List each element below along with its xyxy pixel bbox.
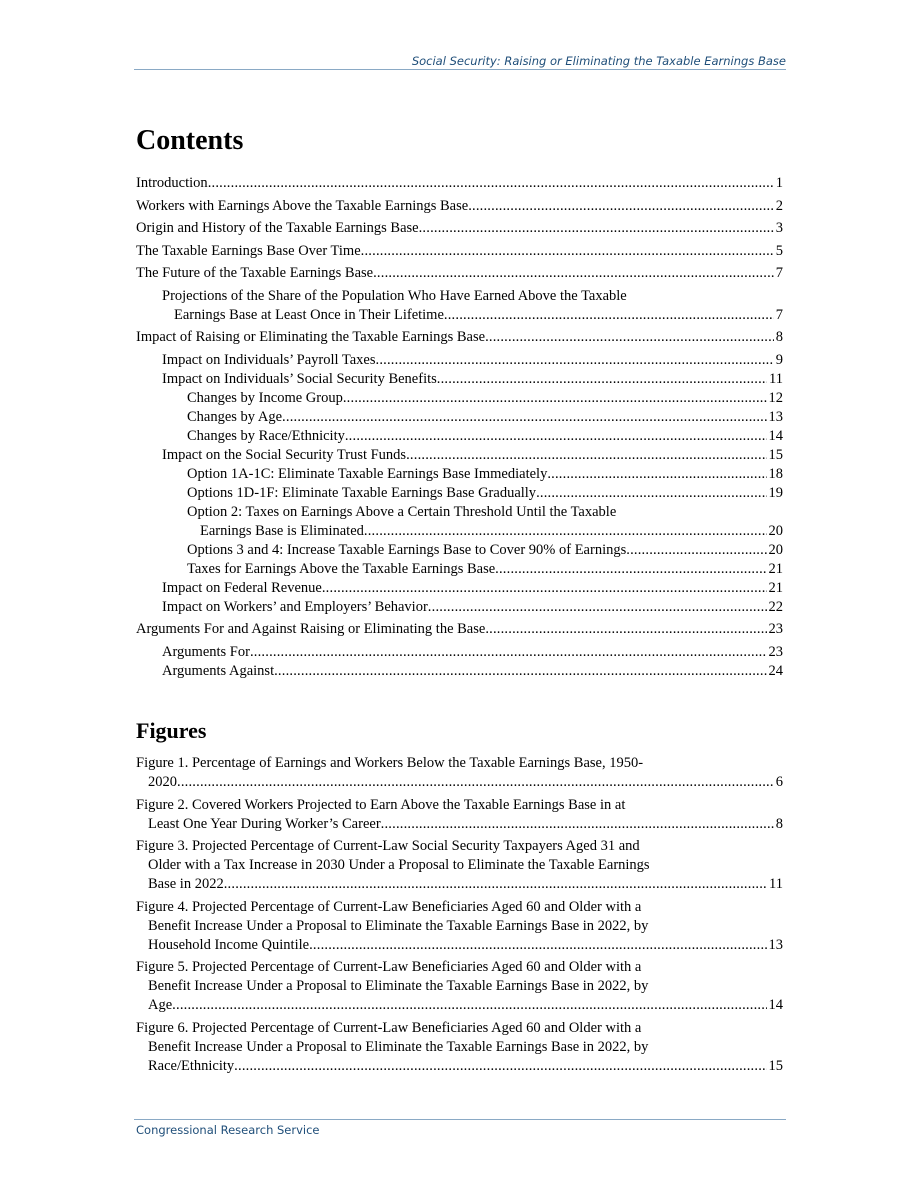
footer-rule — [134, 1119, 786, 1120]
toc-entry-page: 20 — [768, 541, 783, 558]
toc-entry-title: Impact on Federal Revenue — [162, 579, 322, 596]
figure-entry[interactable] — [136, 1019, 783, 1076]
figure-entry-title: Least One Year During Worker’s Career — [148, 815, 381, 832]
figure-entry-line: Older with a Tax Increase in 2030 Under a Proposal to Eliminate the Taxable Earnings — [148, 857, 650, 873]
toc-entry[interactable] — [136, 598, 783, 617]
figure-entry-line: Figure 4. Projected Percentage of Current-Law Beneficiaries Aged 60 and Older with a — [136, 898, 642, 915]
figure-entry-title: Age — [148, 997, 173, 1013]
toc-entry[interactable] — [136, 328, 783, 347]
toc-entry-title: Impact on Individuals’ Payroll Taxes — [162, 351, 376, 368]
toc-leader — [234, 1057, 766, 1076]
figure-entry-title: 2020 — [148, 774, 177, 790]
toc-leader — [250, 643, 767, 662]
toc-entry-page: 20 — [768, 522, 783, 539]
toc-entry-page: 24 — [768, 662, 783, 679]
figure-entry-page: 8 — [775, 815, 783, 832]
toc-entry[interactable] — [136, 465, 783, 484]
toc-entry[interactable] — [136, 446, 783, 465]
toc-entry-title: Introduction — [136, 175, 208, 191]
figure-entry-line: Figure 1. Percentage of Earnings and Workers Below the Taxable Earnings Base, 1950- — [136, 755, 644, 771]
toc-entry[interactable] — [136, 427, 783, 446]
toc-entry-page: 22 — [768, 598, 783, 615]
figure-entry-line: Benefit Increase Under a Proposal to Eliminate the Taxable Earnings Base in 2022, by — [148, 917, 649, 934]
toc-leader — [376, 351, 774, 370]
toc-entry[interactable] — [136, 620, 783, 639]
running-header: Social Security: Raising or Eliminating the Taxable Earnings Base — [411, 54, 786, 68]
toc-entry-title: Origin and History of the Taxable Earnings Base — [136, 220, 419, 236]
toc-entry[interactable] — [136, 662, 783, 681]
figure-entry-page: 15 — [768, 1057, 783, 1074]
toc-entry[interactable] — [136, 408, 783, 427]
toc-entry-page: 7 — [775, 265, 783, 281]
figure-entry-line: Figure 3. Projected Percentage of Current-Law Social Security Taxpayers Aged 31 and — [136, 838, 640, 854]
toc-entry[interactable] — [136, 242, 783, 261]
toc-leader — [444, 306, 774, 325]
toc-leader — [406, 446, 766, 465]
toc-entry-page: 9 — [775, 351, 783, 368]
figure-entry-page: 13 — [768, 936, 783, 953]
toc-leader — [495, 560, 766, 579]
toc-leader — [322, 579, 767, 598]
toc-entry[interactable] — [136, 351, 783, 370]
figure-entry-page: 14 — [768, 997, 783, 1013]
figure-entry-title: Base in 2022 — [148, 876, 224, 892]
toc-entry-title: Options 3 and 4: Increase Taxable Earnings Base to Cover 90% of Earnings — [187, 541, 627, 558]
toc-entry-title: Workers with Earnings Above the Taxable Earnings Base — [136, 197, 469, 214]
toc-entry-page: 14 — [768, 427, 783, 444]
toc-leader — [274, 662, 766, 681]
toc-entry-title-line: Projections of the Share of the Population Who Have Earned Above the Taxable — [162, 287, 627, 304]
toc-leader — [345, 427, 767, 446]
figure-entry[interactable] — [136, 837, 783, 894]
running-footer: Congressional Research Service — [136, 1123, 320, 1137]
toc-entry[interactable] — [136, 197, 783, 216]
toc-entry-page: 2 — [775, 197, 783, 214]
toc-entry-page: 12 — [768, 389, 783, 406]
figures-list — [136, 754, 783, 1076]
toc-entry-title-line: Option 2: Taxes on Earnings Above a Certain Threshold Until the Taxable — [187, 503, 617, 520]
toc-leader — [224, 875, 767, 894]
figure-entry-line: Figure 6. Projected Percentage of Current-Law Beneficiaries Aged 60 and Older with a — [136, 1019, 642, 1036]
toc-entry-title: Impact of Raising or Eliminating the Taxable Earnings Base — [136, 329, 486, 345]
toc-entry[interactable] — [136, 219, 783, 238]
toc-leader — [361, 242, 774, 261]
figure-entry[interactable] — [136, 958, 783, 1015]
toc-entry[interactable] — [136, 643, 783, 662]
toc-leader — [485, 328, 774, 347]
toc-entry-title: Arguments For and Against Raising or Eliminating the Base — [136, 621, 486, 637]
figure-entry-line: Benefit Increase Under a Proposal to Eliminate the Taxable Earnings Base in 2022, by — [148, 1038, 649, 1055]
figure-entry-line: Benefit Increase Under a Proposal to Eliminate the Taxable Earnings Base in 2022, by — [148, 978, 649, 994]
toc-entry-multiline[interactable] — [136, 503, 783, 541]
figures-heading: Figures — [136, 718, 207, 743]
toc-leader — [373, 264, 774, 283]
toc-entry-page: 7 — [775, 306, 783, 323]
toc-entry-page: 23 — [768, 643, 783, 660]
toc-leader — [282, 408, 766, 427]
figure-entry[interactable] — [136, 754, 783, 792]
toc-leader — [381, 815, 774, 834]
toc-entry-page: 1 — [775, 175, 783, 191]
toc-entry-title: Option 1A-1C: Eliminate Taxable Earnings Base Immediately — [187, 465, 548, 482]
figure-entry-line: Figure 2. Covered Workers Projected to Earn Above the Taxable Earnings Base in at — [136, 796, 626, 813]
toc-entry[interactable] — [136, 174, 783, 193]
toc-entry-page: 11 — [769, 370, 783, 387]
toc-leader — [437, 370, 767, 389]
toc-entry-title: Changes by Age — [187, 408, 283, 425]
figure-entry-page: 11 — [769, 876, 783, 892]
toc-entry[interactable] — [136, 560, 783, 579]
contents-list — [136, 174, 783, 681]
toc-leader — [172, 996, 766, 1015]
toc-entry-page: 15 — [768, 446, 783, 463]
toc-leader — [428, 598, 767, 617]
toc-entry-page: 13 — [768, 408, 783, 425]
toc-leader — [547, 465, 766, 484]
toc-leader — [208, 174, 774, 193]
header-rule — [134, 69, 786, 70]
toc-entry-title: Impact on Individuals’ Social Security Benefits — [162, 370, 437, 387]
toc-entry-title: Earnings Base at Least Once in Their Lifetime — [174, 306, 444, 323]
contents-heading: Contents — [136, 125, 244, 156]
toc-leader — [485, 620, 766, 639]
toc-entry-page: 3 — [775, 220, 783, 236]
figure-entry[interactable] — [136, 898, 783, 955]
toc-entry[interactable] — [136, 579, 783, 598]
toc-leader — [309, 936, 766, 955]
toc-entry-page: 18 — [768, 465, 783, 482]
figure-entry-page: 6 — [775, 774, 783, 790]
toc-entry-title: Taxes for Earnings Above the Taxable Earnings Base — [187, 560, 496, 577]
toc-entry[interactable] — [136, 264, 783, 283]
toc-entry-page: 8 — [775, 329, 783, 345]
toc-leader — [364, 522, 767, 541]
toc-entry-title: Arguments For — [162, 643, 250, 660]
toc-entry[interactable] — [136, 389, 783, 408]
figure-entry[interactable] — [136, 796, 783, 834]
toc-entry-page: 19 — [768, 484, 783, 501]
toc-entry-page: 23 — [768, 621, 783, 637]
toc-leader — [343, 389, 767, 408]
figure-entry-title: Household Income Quintile — [148, 936, 310, 953]
toc-entry-multiline[interactable] — [136, 287, 783, 325]
toc-leader — [626, 541, 766, 560]
figure-entry-line: Figure 5. Projected Percentage of Current-Law Beneficiaries Aged 60 and Older with a — [136, 959, 642, 975]
toc-entry-title: Impact on Workers’ and Employers’ Behavior — [162, 598, 428, 615]
toc-leader — [177, 773, 774, 792]
toc-entry-title: Impact on the Social Security Trust Funds — [162, 446, 407, 463]
toc-entry[interactable] — [136, 370, 783, 389]
toc-entry-page: 21 — [768, 579, 783, 596]
toc-entry[interactable] — [136, 484, 783, 503]
toc-entry-title: Changes by Income Group — [187, 389, 343, 406]
toc-entry-title: The Taxable Earnings Base Over Time — [136, 242, 361, 259]
toc-entry[interactable] — [136, 541, 783, 560]
toc-entry-title: Earnings Base is Eliminated — [200, 522, 364, 539]
toc-entry-title: Changes by Race/Ethnicity — [187, 427, 345, 444]
toc-entry-page: 5 — [775, 242, 783, 259]
toc-entry-title: Options 1D-1F: Eliminate Taxable Earnings Base Gradually — [187, 484, 537, 501]
toc-entry-title: Arguments Against — [162, 662, 275, 679]
toc-leader — [536, 484, 766, 503]
toc-leader — [468, 197, 774, 216]
toc-entry-page: 21 — [768, 560, 783, 577]
toc-entry-title: The Future of the Taxable Earnings Base — [136, 265, 374, 281]
figure-entry-title: Race/Ethnicity — [148, 1057, 235, 1074]
toc-leader — [419, 219, 774, 238]
